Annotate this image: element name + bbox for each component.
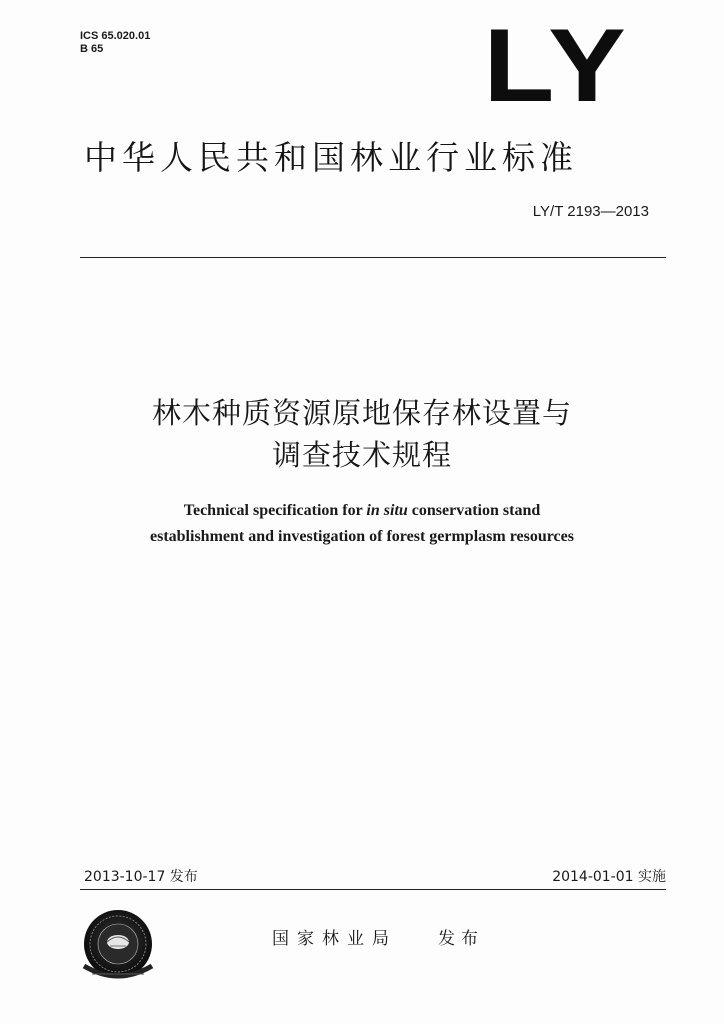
- issue-date: 2013-10-17 发布: [84, 869, 198, 885]
- english-title-italic-term: in situ: [366, 502, 408, 519]
- english-title-line-1: [0, 498, 724, 524]
- top-divider: [80, 257, 666, 258]
- implementation-date: 2014-01-01 实施: [552, 869, 666, 885]
- chinese-title: [0, 392, 724, 476]
- publisher-name: 国家林业局: [272, 929, 397, 949]
- english-title-line-1-start: Technical specification for: [183, 502, 367, 519]
- standard-mark-logo: LY: [482, 8, 630, 124]
- standard-number: LY/T 2193—2013: [532, 203, 649, 220]
- issuer-title: 中华人民共和国林业行业标准: [84, 138, 578, 177]
- ccs-code: B 65: [80, 43, 104, 55]
- ics-code: ICS 65.020.01: [80, 30, 151, 42]
- bottom-divider: [80, 889, 666, 890]
- english-title-line-1-end: conservation stand: [407, 502, 541, 519]
- publish-label: 发布: [438, 929, 484, 949]
- chinese-title-line-1: 林木种质资源原地保存林设置与: [151, 396, 572, 430]
- classification-codes: [80, 30, 150, 56]
- english-title-line-2: establishment and investigation of forest germplasm resources: [150, 528, 574, 545]
- anti-counterfeit-seal-icon: [70, 906, 166, 988]
- english-title: [0, 498, 724, 550]
- chinese-title-line-2: 调查技术规程: [271, 438, 452, 472]
